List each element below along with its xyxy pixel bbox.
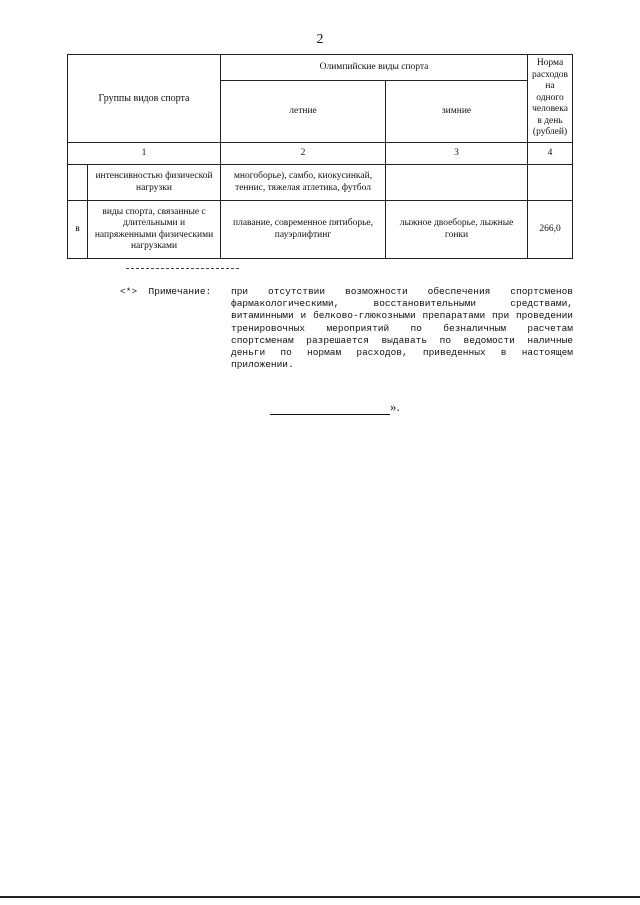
closing-underline xyxy=(270,402,390,415)
footnote-separator xyxy=(126,268,239,269)
row-letter xyxy=(68,165,88,201)
row-norm xyxy=(528,165,573,201)
row-group: интенсивностью физической нагрузки xyxy=(88,165,221,201)
row-summer: плавание, современное пятиборье, пауэрлифтинг xyxy=(221,201,386,259)
col-number-2: 2 xyxy=(221,143,386,165)
row-letter: в xyxy=(68,201,88,259)
row-winter xyxy=(386,165,528,201)
table-row xyxy=(68,165,573,201)
closing-quote: ». xyxy=(390,399,400,414)
col-number-3: 3 xyxy=(386,143,528,165)
header-summer: летние xyxy=(221,81,386,143)
table-row xyxy=(68,201,573,259)
col-number-1: 1 xyxy=(68,143,221,165)
closing-mark xyxy=(270,399,400,415)
col-number-4: 4 xyxy=(528,143,573,165)
header-groups: Группы видов спорта xyxy=(68,55,221,143)
row-winter: лыжное двоеборье, лыжные гонки xyxy=(386,201,528,259)
header-winter: зимние xyxy=(386,81,528,143)
header-olympic: Олимпийские виды спорта xyxy=(221,55,528,81)
page-number: 2 xyxy=(316,32,324,47)
footnote-text: при отсутствии возможности обеспечения спортсменов фармакологическими, восстановительными средствами, витаминными и белково-глюкозными препаратами при проведении тренировочных мероприятий по безналичным расчетам спортсменам разрешается выдавать по ведомости наличные деньги по нормам расходов, приведенных в настоящем приложении. xyxy=(231,286,573,371)
sports-norms-table xyxy=(67,54,573,259)
header-norm: Норма расходов на одного человека в день (рублей) xyxy=(528,55,573,143)
row-summer: многоборье), самбо, киокусинкай, теннис, тяжелая атлетика, футбол xyxy=(221,165,386,201)
footnote-label: <*> Примечание: xyxy=(120,286,212,297)
row-group: виды спорта, связанные с длительными и напряженными физическими нагрузками xyxy=(88,201,221,259)
page-bottom-rule xyxy=(0,896,640,898)
row-norm: 266,0 xyxy=(528,201,573,259)
